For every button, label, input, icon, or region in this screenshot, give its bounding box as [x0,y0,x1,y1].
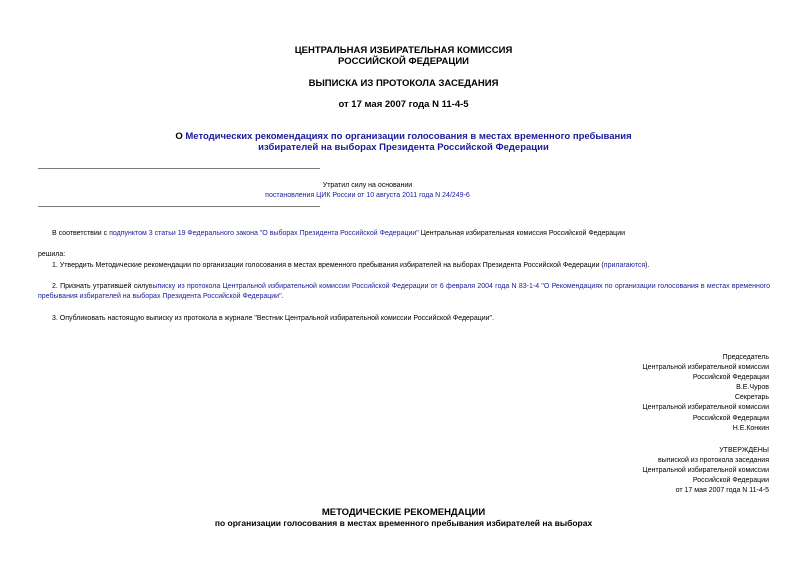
title-prefix: О [175,131,186,142]
status-note [0,181,771,201]
preamble-law-link[interactable]: подпунктом 3 статьи 19 Федерального закона "О выборах Президента Российской Федерации" [109,230,419,237]
item-1-text: 1. Утвердить Методические рекомендации по организации голосования в местах временного пребывания избирателей на выборах Президента Российской Федерации ( [52,262,604,269]
secretary-org-line-1: Центральной избирательной комиссии [642,404,769,412]
approval-line-1: выпиской из протокола заседания [657,457,769,465]
decision-item-3: 3. Опубликовать настоящую выписку из протокола в журнале "Вестник Центральной избирательной комиссии Российской Федерации". [52,315,494,322]
header-line-2: РОССИЙСКОЙ ФЕДЕРАЦИИ [337,56,469,67]
title-link-line-1[interactable]: Методических рекомендациях по организации голосования в местах временного пребывания [185,131,632,142]
divider-bottom [38,206,320,207]
approval-line-3: Российской Федерации [692,477,769,485]
decision-item-2 [38,282,770,301]
document-date-number: от 17 мая 2007 года N 11-4-5 [338,99,469,110]
item-2-end: . [281,292,284,300]
recommendations-title: МЕТОДИЧЕСКИЕ РЕКОМЕНДАЦИИ [321,507,486,518]
header-line-1: ЦЕНТРАЛЬНАЯ ИЗБИРАТЕЛЬНАЯ КОМИССИЯ [294,45,513,56]
chair-org-line-1: Центральной избирательной комиссии [642,364,769,372]
decision-item-1 [38,261,770,271]
recommendations-subtitle: по организации голосования в местах временного пребывания избирателей на выборах [214,518,593,528]
chair-name: В.Е.Чуров [736,384,769,392]
chair-org-line-2: Российской Федерации [692,374,769,382]
document-type: ВЫПИСКА ИЗ ПРОТОКОЛА ЗАСЕДАНИЯ [308,78,499,89]
approval-line-4: от 17 мая 2007 года N 11-4-5 [675,487,769,495]
item-2-protocol-link[interactable]: выписку из протокола Центральной избирательной комиссии Российской Федерации от 6 февраля 2004 года N 83-1-4 "О Рекомендациях по организации голосования в местах временного пребывания избирателей на выборах Президента Российской Федерации" [38,283,770,300]
status-note-text: Утратил силу на основании [322,182,413,189]
title-link-line-2[interactable]: избирателей на выборах Президента Российской Федерации [258,142,549,153]
item-1-attachment-link[interactable]: прилагаются [603,262,646,269]
item-2-text: 2. Признать утратившей силу [52,283,149,290]
chair-title: Председатель [722,354,769,361]
divider-top [38,168,320,169]
secretary-name: Н.Е.Конкин [732,424,769,432]
secretary-org-line-2: Российской Федерации [692,414,769,422]
commission-name [0,45,807,67]
preamble-text-2: Центральная избирательная комиссия Российской Федерации [418,230,626,237]
status-note-link[interactable]: постановления ЦИК России от 10 августа 2011 года N 24/249-6 [265,192,470,199]
secretary-title: Секретарь [734,394,769,402]
signature-block [560,353,769,434]
document-title [0,131,807,153]
approval-title: УТВЕРЖДЕНЫ [719,447,769,454]
approval-line-2: Центральной избирательной комиссии [642,467,769,475]
preamble-text-1: В соответствии с [52,230,110,237]
approval-block [560,446,769,496]
preamble-paragraph [38,229,770,239]
decided-label: решила: [38,251,66,258]
item-1-end: ). [645,262,650,269]
